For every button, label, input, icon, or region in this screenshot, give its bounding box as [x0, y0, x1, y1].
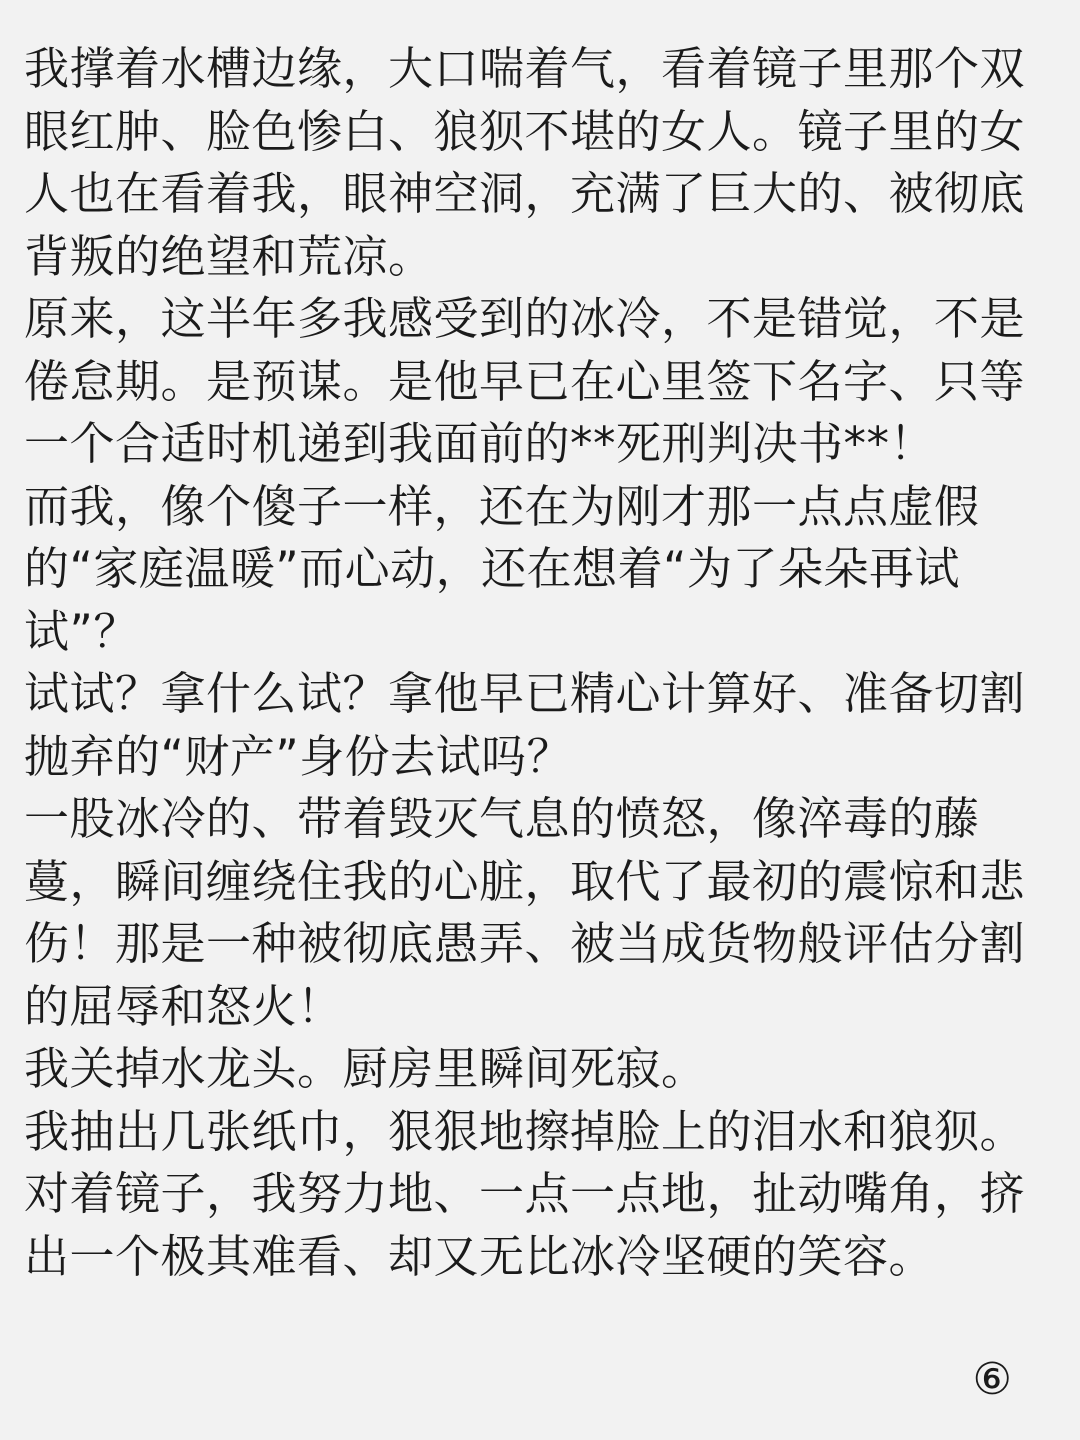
- paragraph-7: 我抽出几张纸巾，狠狠地擦掉脸上的泪水和狼狈。对着镜子，我努力地、一点一点地，扯动嘴角，挤出一个极其难看、却又无比冰冷坚硬的笑容。: [24, 1104, 1026, 1283]
- page-number: ⑥: [972, 1354, 1012, 1405]
- paragraph-4: 试试？拿什么试？拿他早已精心计算好、准备切割抛弃的“财产”身份去试吗？: [24, 667, 1026, 783]
- story-text: [24, 38, 1058, 1288]
- paragraph-6: 我关掉水龙头。厨房里瞬间死寂。: [24, 1042, 707, 1095]
- paragraph-3: 而我，像个傻子一样，还在为刚才那一点点虚假的“家庭温暖”而心动，还在想着“为了朵朵再试试”？: [24, 479, 980, 658]
- paragraph-1: 我撑着水槽边缘，大口喘着气，看着镜子里那个双眼红肿、脸色惨白、狼狈不堪的女人。镜子里的女人也在看着我，眼神空洞，充满了巨大的、被彻底背叛的绝望和荒凉。: [24, 42, 1026, 283]
- paragraph-5: 一股冰冷的、带着毁灭气息的愤怒，像淬毒的藤蔓，瞬间缠绕住我的心脏，取代了最初的震惊和悲伤！那是一种被彻底愚弄、被当成货物般评估分割的屈辱和怒火！: [24, 792, 1026, 1033]
- paragraph-2: 原来，这半年多我感受到的冰冷，不是错觉，不是倦怠期。是预谋。是他早已在心里签下名字、只等一个合适时机递到我面前的**死刑判决书**！: [24, 292, 1026, 470]
